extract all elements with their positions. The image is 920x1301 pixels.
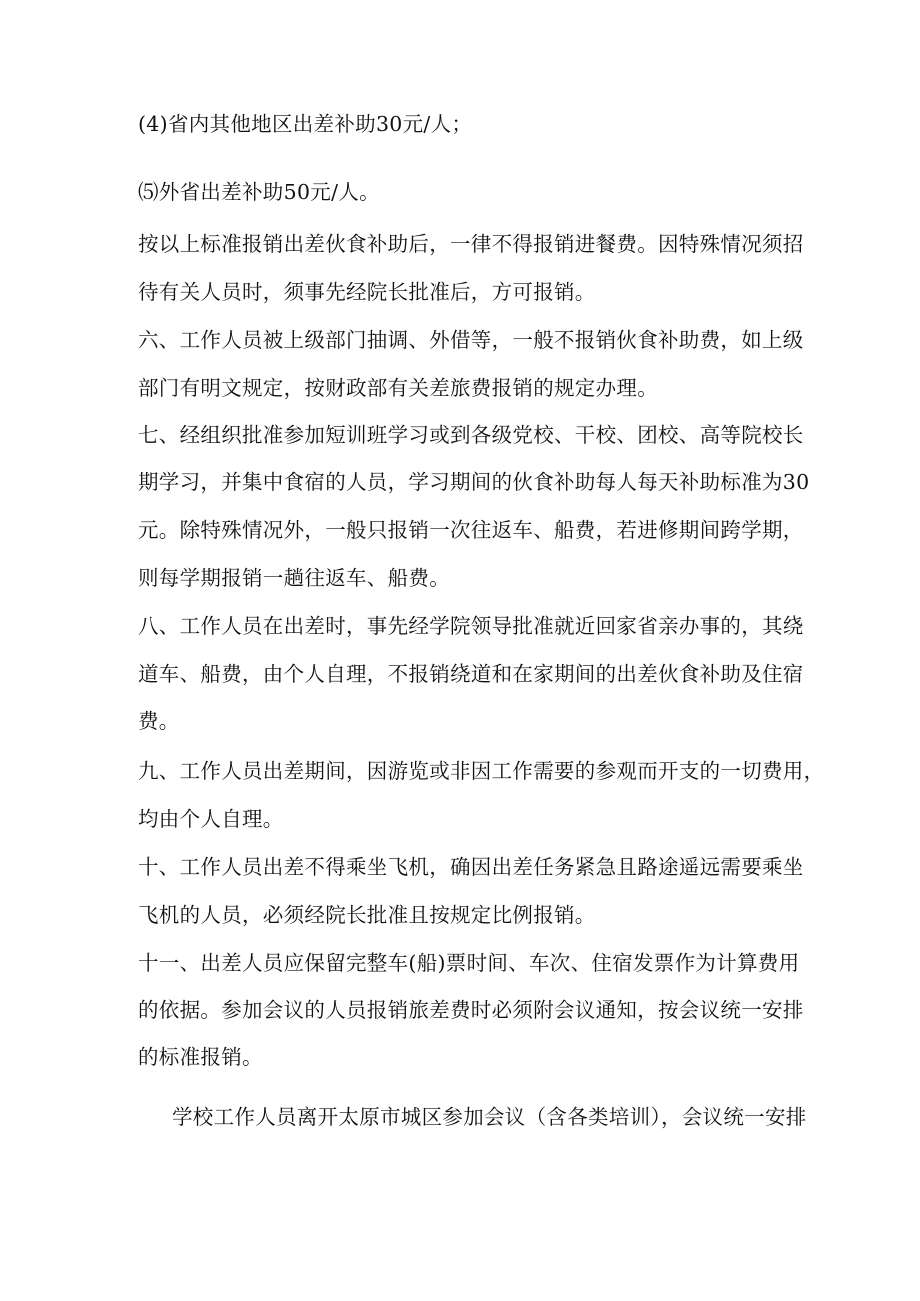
text-line: 待有关人员时，须事先经院长批准后，方可报销。 bbox=[138, 280, 596, 304]
text-line: 则每学期报销一趟往返车、船费。 bbox=[138, 566, 450, 590]
text-line: 道车、船费，由个人自理，不报销绕道和在家期间的出差伙食补助及住宿 bbox=[138, 662, 804, 686]
text-line: 的依据。参加会议的人员报销旅差费时必须附会议通知，按会议统一安排 bbox=[138, 998, 804, 1022]
text-line: 按以上标准报销出差伙食补助后，一律不得报销进餐费。因特殊情况须招 bbox=[138, 232, 804, 256]
text-line: 学校工作人员离开太原市城区参加会议（含各类培训），会议统一安排 bbox=[172, 1105, 807, 1129]
text-line: (4)省内其他地区出差补助30元/人； bbox=[138, 112, 473, 136]
text-line: 十、工作人员出差不得乘坐飞机，确因出差任务紧急且路途遥远需要乘坐 bbox=[138, 855, 804, 879]
text-line: ⑸外省出差补助50元/人。 bbox=[138, 180, 380, 204]
text-line: 费。 bbox=[138, 709, 180, 733]
text-line: 六、工作人员被上级部门抽调、外借等，一般不报销伙食补助费，如上级 bbox=[138, 328, 804, 352]
text-line: 元。除特殊情况外，一般只报销一次往返车、船费，若进修期间跨学期， bbox=[138, 518, 804, 542]
text-line: 飞机的人员，必须经院长批准且按规定比例报销。 bbox=[138, 903, 596, 927]
text-line: 九、工作人员出差期间，因游览或非因工作需要的参观而开支的一切费用， bbox=[138, 759, 825, 783]
text-line: 均由个人自理。 bbox=[138, 807, 284, 831]
text-line: 八、工作人员在出差时，事先经学院领导批准就近回家省亲办事的，其绕 bbox=[138, 614, 804, 638]
text-line: 七、经组织批准参加短训班学习或到各级党校、干校、团校、高等院校长 bbox=[138, 423, 804, 447]
text-line: 部门有明文规定，按财政部有关差旅费报销的规定办理。 bbox=[138, 376, 658, 400]
text-line: 的标准报销。 bbox=[138, 1045, 263, 1069]
text-line: 十一、出差人员应保留完整车(船)票时间、车次、住宿发票作为计算费用 bbox=[138, 951, 800, 975]
text-line: 期学习，并集中食宿的人员，学习期间的伙食补助每人每天补助标准为30 bbox=[138, 470, 810, 494]
